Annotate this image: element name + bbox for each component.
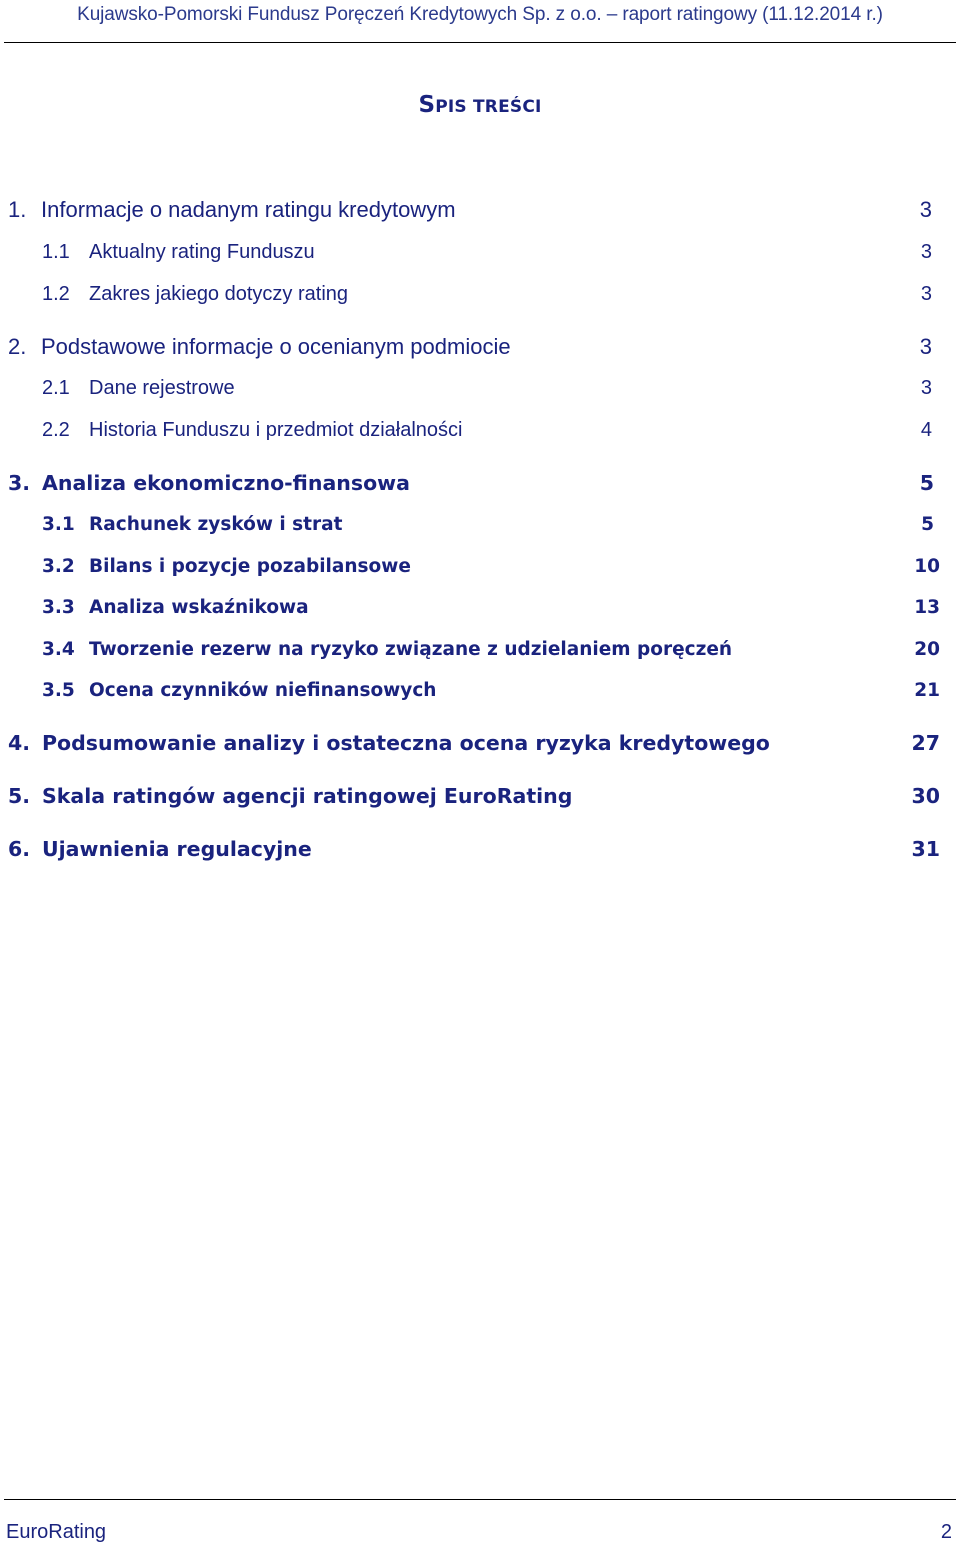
toc-entry-5[interactable] bbox=[8, 784, 940, 808]
toc-entry-number: 6. bbox=[8, 837, 31, 861]
toc-entry-page: 3 bbox=[920, 283, 932, 305]
toc-entry-label: Historia Funduszu i przedmiot działalności bbox=[89, 419, 463, 441]
toc-entry-3-4[interactable] bbox=[8, 639, 940, 660]
toc-entry-page: 10 bbox=[914, 556, 940, 577]
toc-entry-label: Tworzenie rezerw na ryzyko związane z udzielaniem poręczeń bbox=[89, 639, 733, 660]
toc-entry-label: Skala ratingów agencji ratingowej EuroRating bbox=[42, 784, 573, 808]
toc-entry-3[interactable] bbox=[8, 471, 940, 495]
running-header: Kujawsko-Pomorski Fundusz Poręczeń Kredytowych Sp. z o.o. – raport ratingowy (11.12.2014 r.) bbox=[77, 4, 883, 25]
toc-entry-label: Zakres jakiego dotyczy rating bbox=[89, 283, 349, 305]
toc-entry-number: 1.2 bbox=[42, 283, 70, 305]
toc-entry-3-1[interactable] bbox=[8, 514, 940, 535]
toc-entry-number: 3.3 bbox=[42, 597, 75, 618]
toc-entry-page: 27 bbox=[911, 731, 940, 755]
toc-entry-page: 3 bbox=[919, 334, 932, 359]
toc-entry-1-2[interactable] bbox=[8, 283, 940, 306]
toc-entry-number: 2. bbox=[8, 334, 27, 359]
toc-entry-label: Analiza ekonomiczno-finansowa bbox=[42, 471, 410, 495]
toc-entry-6[interactable] bbox=[8, 837, 940, 861]
toc-entry-2-1[interactable] bbox=[8, 377, 940, 400]
toc-entry-page: 3 bbox=[920, 377, 932, 399]
toc-entry-1-1[interactable] bbox=[8, 241, 940, 264]
toc-entry-page: 31 bbox=[911, 837, 940, 861]
toc-entry-number: 3. bbox=[8, 471, 31, 495]
toc-entry-number: 3.1 bbox=[42, 514, 75, 535]
toc-entry-4[interactable] bbox=[8, 731, 940, 755]
toc-entry-label: Podsumowanie analizy i ostateczna ocena ryzyka kredytowego bbox=[42, 731, 770, 755]
toc-entry-page: 3 bbox=[919, 197, 932, 222]
toc-entry-3-3[interactable] bbox=[8, 597, 940, 618]
toc-entry-2[interactable] bbox=[8, 334, 940, 360]
toc-entry-2-2[interactable] bbox=[8, 419, 940, 442]
toc-entry-page: 30 bbox=[911, 784, 940, 808]
toc-entry-3-2[interactable] bbox=[8, 556, 940, 577]
toc-entry-number: 1. bbox=[8, 197, 27, 222]
toc-title bbox=[0, 92, 960, 118]
toc-entry-label: Informacje o nadanym ratingu kredytowym bbox=[41, 197, 456, 222]
toc-title-initial: S bbox=[418, 92, 436, 118]
toc-entry-number: 1.1 bbox=[42, 241, 70, 263]
toc-entry-1[interactable] bbox=[8, 197, 940, 223]
toc-entry-page: 3 bbox=[920, 241, 932, 263]
toc-title-rest: PIS TREŚCI bbox=[435, 97, 542, 117]
toc-entry-label: Analiza wskaźnikowa bbox=[89, 597, 309, 618]
footer-divider bbox=[4, 1499, 956, 1500]
toc-entry-number: 4. bbox=[8, 731, 31, 755]
toc-entry-page: 5 bbox=[919, 471, 934, 495]
toc-entry-page: 4 bbox=[920, 419, 932, 441]
toc-entry-label: Bilans i pozycje pozabilansowe bbox=[89, 556, 411, 577]
toc-entry-page: 21 bbox=[914, 680, 940, 701]
toc-entry-label: Ujawnienia regulacyjne bbox=[42, 837, 312, 861]
header-divider bbox=[4, 42, 956, 43]
toc-entry-page: 20 bbox=[914, 639, 940, 660]
toc-entry-number: 2.1 bbox=[42, 377, 70, 399]
toc-entry-number: 2.2 bbox=[42, 419, 70, 441]
toc-entry-number: 3.4 bbox=[42, 639, 75, 660]
toc-entry-number: 5. bbox=[8, 784, 31, 808]
toc-entry-number: 3.2 bbox=[42, 556, 75, 577]
toc-entry-label: Ocena czynników niefinansowych bbox=[89, 680, 437, 701]
toc-entry-number: 3.5 bbox=[42, 680, 75, 701]
toc-entry-label: Aktualny rating Funduszu bbox=[89, 241, 315, 263]
toc-entry-page: 13 bbox=[914, 597, 940, 618]
toc-entry-page: 5 bbox=[921, 514, 934, 535]
toc-entry-3-5[interactable] bbox=[8, 680, 940, 701]
toc-entry-label: Rachunek zysków i strat bbox=[89, 514, 343, 535]
footer-brand: EuroRating bbox=[6, 1521, 107, 1543]
toc-entry-label: Dane rejestrowe bbox=[89, 377, 235, 399]
toc-entry-label: Podstawowe informacje o ocenianym podmiocie bbox=[41, 334, 511, 359]
footer-page-number: 2 bbox=[940, 1521, 952, 1543]
